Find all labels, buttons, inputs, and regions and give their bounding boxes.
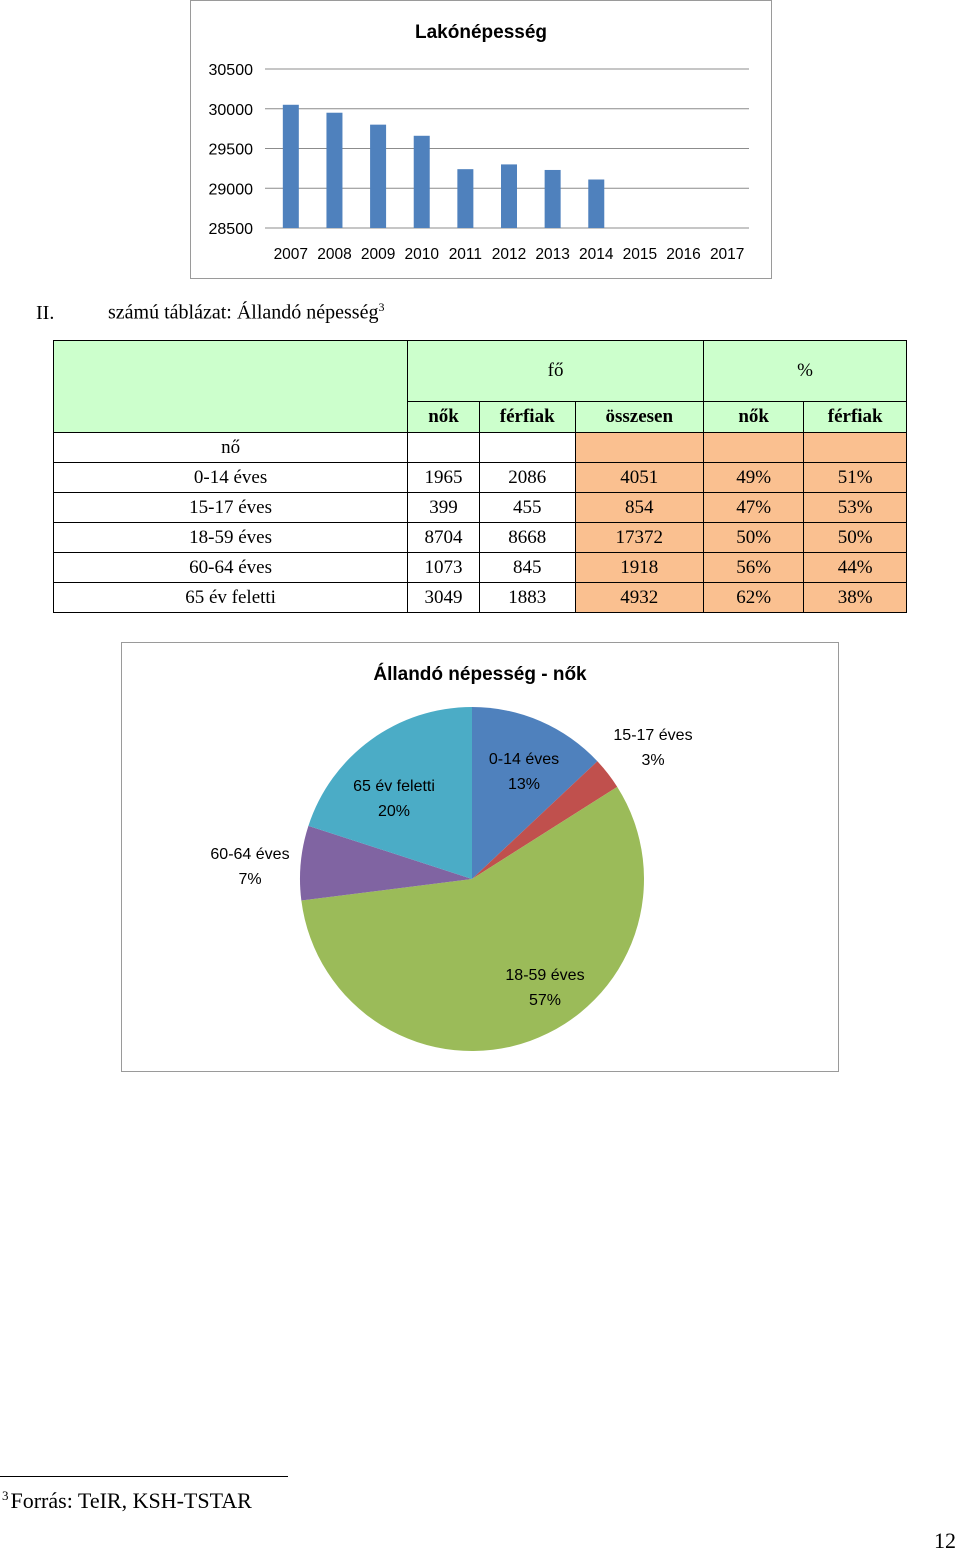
pie-slice-label: 0-14 éves xyxy=(488,751,560,768)
footnote-text: Forrás: TeIR, KSH-TSTAR xyxy=(10,1488,252,1513)
x-tick-label: 2014 xyxy=(579,246,614,263)
bar-chart-svg xyxy=(191,1,771,278)
table-cell: 51% xyxy=(804,463,907,493)
row-label: 65 év feletti xyxy=(54,583,408,613)
table-cell: 399 xyxy=(408,493,480,523)
bar-2011 xyxy=(457,169,473,228)
population-table xyxy=(53,340,907,613)
table-cell: 44% xyxy=(804,553,907,583)
table-row xyxy=(54,463,907,493)
table-cell: 1965 xyxy=(408,463,480,493)
table-cell: 8668 xyxy=(479,523,575,553)
col-header: férfiak xyxy=(804,402,907,433)
pie-chart-title: Állandó népesség - nők xyxy=(373,664,587,685)
page-number: 12 xyxy=(934,1528,956,1553)
row-label: 0-14 éves xyxy=(54,463,408,493)
table-cell: 1883 xyxy=(479,583,575,613)
row-label: 15-17 éves xyxy=(54,493,408,523)
section-label: nő xyxy=(54,433,408,463)
table-cell: 50% xyxy=(804,523,907,553)
y-tick-label: 30500 xyxy=(208,62,253,79)
footnote-divider xyxy=(0,1476,288,1477)
pie-slice-percent: 3% xyxy=(641,752,665,769)
caption-number: II. xyxy=(36,301,55,324)
table-cell: 56% xyxy=(703,553,803,583)
table-cell: 854 xyxy=(575,493,703,523)
table-cell xyxy=(479,433,575,463)
table-cell: 1918 xyxy=(575,553,703,583)
footnote-ref: 3 xyxy=(2,1488,9,1503)
table-cell: 4051 xyxy=(575,463,703,493)
table-cell: 3049 xyxy=(408,583,480,613)
table-row xyxy=(54,583,907,613)
caption-text: számú táblázat: Állandó népesség xyxy=(108,301,379,324)
y-tick-label: 28500 xyxy=(208,221,253,238)
table-row xyxy=(54,523,907,553)
row-label: 18-59 éves xyxy=(54,523,408,553)
x-tick-label: 2009 xyxy=(360,246,396,263)
x-tick-label: 2007 xyxy=(273,246,309,263)
table-cell xyxy=(408,433,480,463)
population-pie-chart xyxy=(121,642,839,1072)
table-cell: 8704 xyxy=(408,523,480,553)
pie-slice-label: 18-59 éves xyxy=(505,967,585,984)
x-tick-label: 2017 xyxy=(709,246,745,263)
x-tick-label: 2008 xyxy=(317,246,352,263)
pie-slice-percent: 20% xyxy=(377,803,411,820)
bar-2010 xyxy=(414,136,430,228)
table-cell: 1073 xyxy=(408,553,480,583)
table-row xyxy=(54,553,907,583)
table-cell xyxy=(804,433,907,463)
table-cell: 50% xyxy=(703,523,803,553)
bar-2012 xyxy=(501,164,517,228)
table-cell: 17372 xyxy=(575,523,703,553)
table-row xyxy=(54,493,907,523)
population-bar-chart xyxy=(190,0,772,279)
table-cell: 845 xyxy=(479,553,575,583)
group-header-fo: fő xyxy=(408,341,704,402)
table-cell: 62% xyxy=(703,583,803,613)
table-cell xyxy=(575,433,703,463)
x-tick-label: 2010 xyxy=(404,246,439,263)
bar-2013 xyxy=(545,170,561,228)
row-label: 60-64 éves xyxy=(54,553,408,583)
col-header: nők xyxy=(703,402,803,433)
x-tick-label: 2015 xyxy=(622,246,658,263)
table-cell: 53% xyxy=(804,493,907,523)
table-cell xyxy=(703,433,803,463)
pie-slice-label: 65 év feletti xyxy=(353,778,435,795)
table-cell: 47% xyxy=(703,493,803,523)
x-tick-label: 2011 xyxy=(448,246,483,263)
pie-chart-svg xyxy=(122,643,838,1071)
bar-2009 xyxy=(370,125,386,228)
pie-slice-label: 15-17 éves xyxy=(613,727,693,744)
bar-2008 xyxy=(326,113,342,228)
table-cell: 38% xyxy=(804,583,907,613)
caption-footnote-ref: 3 xyxy=(378,300,385,314)
x-tick-label: 2012 xyxy=(491,246,527,263)
col-header: összesen xyxy=(575,402,703,433)
table-cell: 4932 xyxy=(575,583,703,613)
y-tick-label: 29500 xyxy=(208,141,253,159)
col-header: nők xyxy=(408,402,480,433)
pie-slice-percent: 13% xyxy=(507,776,541,793)
bar-chart-title: Lakónépesség xyxy=(415,22,547,43)
x-tick-label: 2016 xyxy=(666,246,701,263)
pie-slice-percent: 57% xyxy=(528,992,562,1009)
table-cell: 49% xyxy=(703,463,803,493)
footnote xyxy=(2,1488,252,1514)
bar-2014 xyxy=(588,180,604,228)
x-tick-label: 2013 xyxy=(535,246,570,263)
y-tick-label: 29000 xyxy=(208,181,253,199)
bar-2007 xyxy=(283,105,299,228)
pie-slice-label: 60-64 éves xyxy=(210,846,290,863)
table-corner-cell xyxy=(54,341,408,433)
y-tick-label: 30000 xyxy=(208,101,253,119)
col-header: férfiak xyxy=(479,402,575,433)
group-header-percent: % xyxy=(703,341,906,402)
pie-slice-percent: 7% xyxy=(238,871,262,888)
table-caption xyxy=(36,300,384,325)
table-cell: 2086 xyxy=(479,463,575,493)
table-cell: 455 xyxy=(479,493,575,523)
